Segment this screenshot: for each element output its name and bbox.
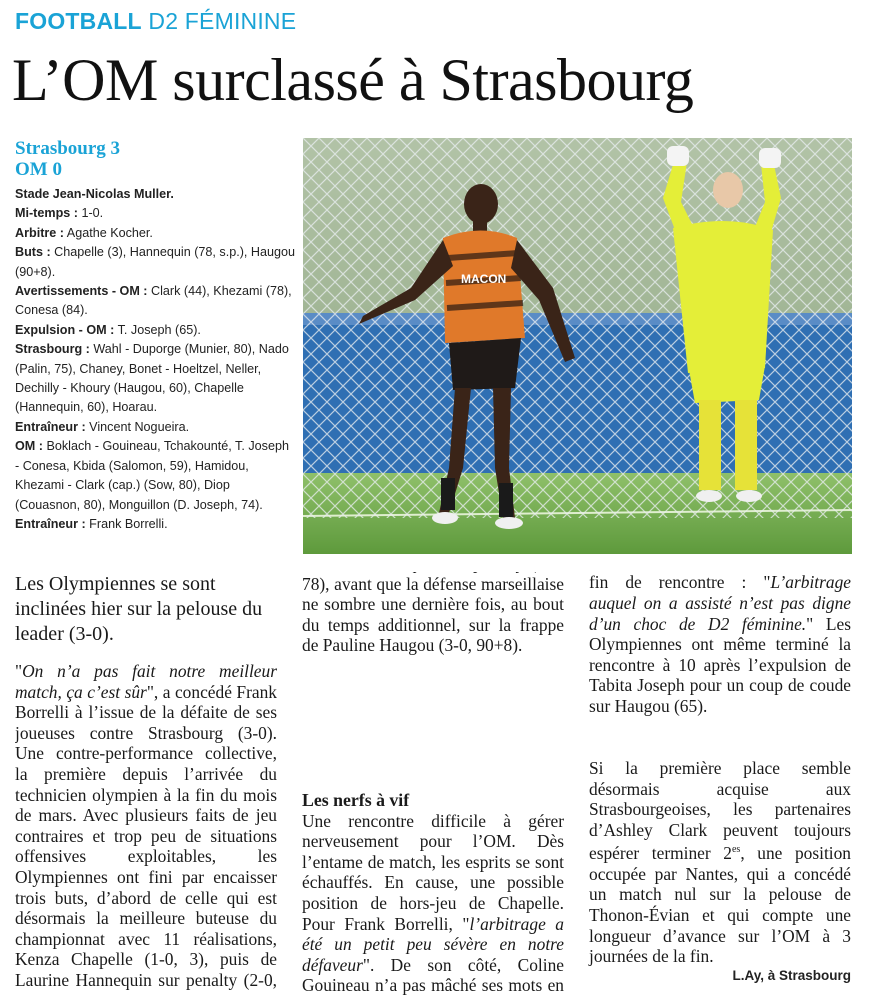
superscript: es: [731, 844, 741, 856]
fact-value: Wahl - Duporge (Munier, 80), Nado (Palin, 75), Chaney, Bonet - Hoeltzel, Neller, Dechilly - Khoury (Haugou, 60), Chapelle (Hannequin, 60), Hoarau.: [15, 342, 289, 415]
fact-key: Buts :: [15, 245, 51, 260]
fact-key: Avertissements - OM :: [15, 284, 148, 299]
score-home: Strasbourg 3: [15, 138, 121, 159]
article-column-1: [15, 572, 277, 991]
column-3-continuation: [589, 572, 851, 758]
fact-key: Expulsion - OM :: [15, 322, 115, 337]
column-2-continuation: [302, 572, 564, 778]
fact-key: OM :: [15, 439, 43, 454]
fact-line: [15, 224, 295, 243]
paragraph-text: " Les Olympiennes ont même terminé la rencontre à 10 après l’expulsion de Tabita Joseph pour un coup de coude sur Haugou (65).: [589, 613, 851, 716]
fact-value: Clark (44), Khezami (78), Conesa (84).: [15, 284, 292, 318]
byline: L.Ay, à Strasbourg: [732, 968, 851, 983]
paragraph-text: 78), avant que la défense marseillaise ne sombre une dernière fois, au bout du temps additionnel, sur la frappe de Pauline Haugou (3-0, 90+8).: [302, 573, 564, 656]
article-paragraph: [589, 758, 851, 967]
fact-value: Boklach - Gouineau, Tchakounté, T. Joseph - Conesa, Kbida (Salomon, 59), Hamidou, Khezami - Clark (cap.) (Sow, 80), Diop (Couasnon, 80), Monguillon (D. Joseph, 74).: [15, 439, 289, 512]
fact-key: Entraîneur :: [15, 419, 86, 434]
match-fact-box: [15, 138, 295, 534]
fact-value: Agathe Kocher.: [63, 225, 153, 240]
fact-line: [15, 243, 295, 282]
fact-value: 1-0.: [77, 206, 104, 221]
match-photo-illustration: [303, 138, 852, 554]
fact-value: T. Joseph (65).: [114, 322, 201, 337]
article-paragraph-continued: [302, 572, 564, 656]
quote-text: On n’a pas fait notre meilleur match, ça c’est sûr: [15, 661, 277, 702]
quote-text: L’arbitrage auquel on a assisté n’est pas digne d’un choc de D2 féminine.: [589, 572, 851, 634]
fact-line: [15, 321, 295, 340]
fact-key: Mi-temps :: [15, 206, 78, 221]
fact-line: [15, 340, 295, 418]
paragraph-text: ". De son côté, Coline Gouineau n’a pas mâché ses mots en: [302, 954, 564, 996]
fact-line: [15, 282, 295, 321]
fact-line: [15, 204, 295, 223]
article-column-3: [589, 572, 851, 967]
article-paragraph-continued: [589, 572, 851, 717]
fact-value: Frank Borrelli.: [85, 516, 168, 531]
fact-line: [15, 437, 295, 515]
fact-key: Entraîneur :: [15, 516, 86, 531]
quote-mark: ": [15, 661, 23, 681]
fact-key: Strasbourg :: [15, 342, 90, 357]
paragraph-text: Si la première place semble désormais acquise aux Strasbourgeoises, les partenaires d’Ashley Clark peuvent toujours espérer terminer 2: [589, 758, 851, 864]
jersey-sponsor: MACON: [461, 272, 507, 286]
fact-key: Arbitre :: [15, 225, 64, 240]
article-lead: Les Olympiennes se sont inclinées hier sur la pelouse du leader (3-0).: [15, 573, 263, 645]
fact-value: Chapelle (3), Hannequin (78, s.p.), Haugou (90+8).: [15, 245, 296, 279]
section-kicker: [15, 8, 296, 35]
section-label: FOOTBALL: [15, 8, 142, 34]
article-paragraph: [15, 661, 277, 991]
fact-line: [15, 515, 295, 534]
fact-line: [15, 418, 295, 437]
quote-text: l’arbitrage a été un petit peu sévère en notre défaveur: [302, 913, 564, 975]
subsection-label: D2 FÉMININE: [141, 8, 297, 34]
article-column-2: [302, 572, 564, 997]
article-subhead: Les nerfs à vif: [302, 790, 410, 810]
article-paragraph: [302, 811, 564, 997]
fact-value: Vincent Nogueira.: [85, 419, 190, 434]
match-photo: [303, 138, 852, 554]
paragraph-text: fin de rencontre : ": [589, 572, 771, 593]
paragraph-text: Une rencontre difficile à gérer nerveusement pour l’OM. Dès l’entame de match, les esprits se sont échauffés. En cause, une possible position de hors-jeu de Chapelle. Pour Frank Borrelli, ": [302, 810, 564, 934]
stadium: Stade Jean-Nicolas Muller.: [15, 187, 174, 201]
paragraph-text: ", a concédé Frank Borrelli à l’issue de la défaite de ses joueuses contre Strasbourg (3-0). Une contre-performance collective, la première depuis l’arrivée du technicien olympien à la fin du mois de mars. Avec plusieurs faits de jeu contraires et trop peu de situations offensives exploitables, les Olympiennes ont fini par encaisser trois buts, d’abord de celle qui est désormais la meilleure buteuse du championnat avec 11 réalisations, Kenza Chapelle (1-0, 3), puis de Laurine Hannequin sur penalty (2-0,: [15, 681, 277, 990]
headline: L’OM surclassé à Strasbourg: [12, 47, 694, 113]
score-away: OM 0: [15, 159, 62, 180]
paragraph-text: , une position occupée par Nantes, qui a concédé un match nul sur la pelouse de Thonon-Évian et qui compte une longueur d’avance sur l’OM à 3 journées de la fin.: [589, 843, 852, 967]
